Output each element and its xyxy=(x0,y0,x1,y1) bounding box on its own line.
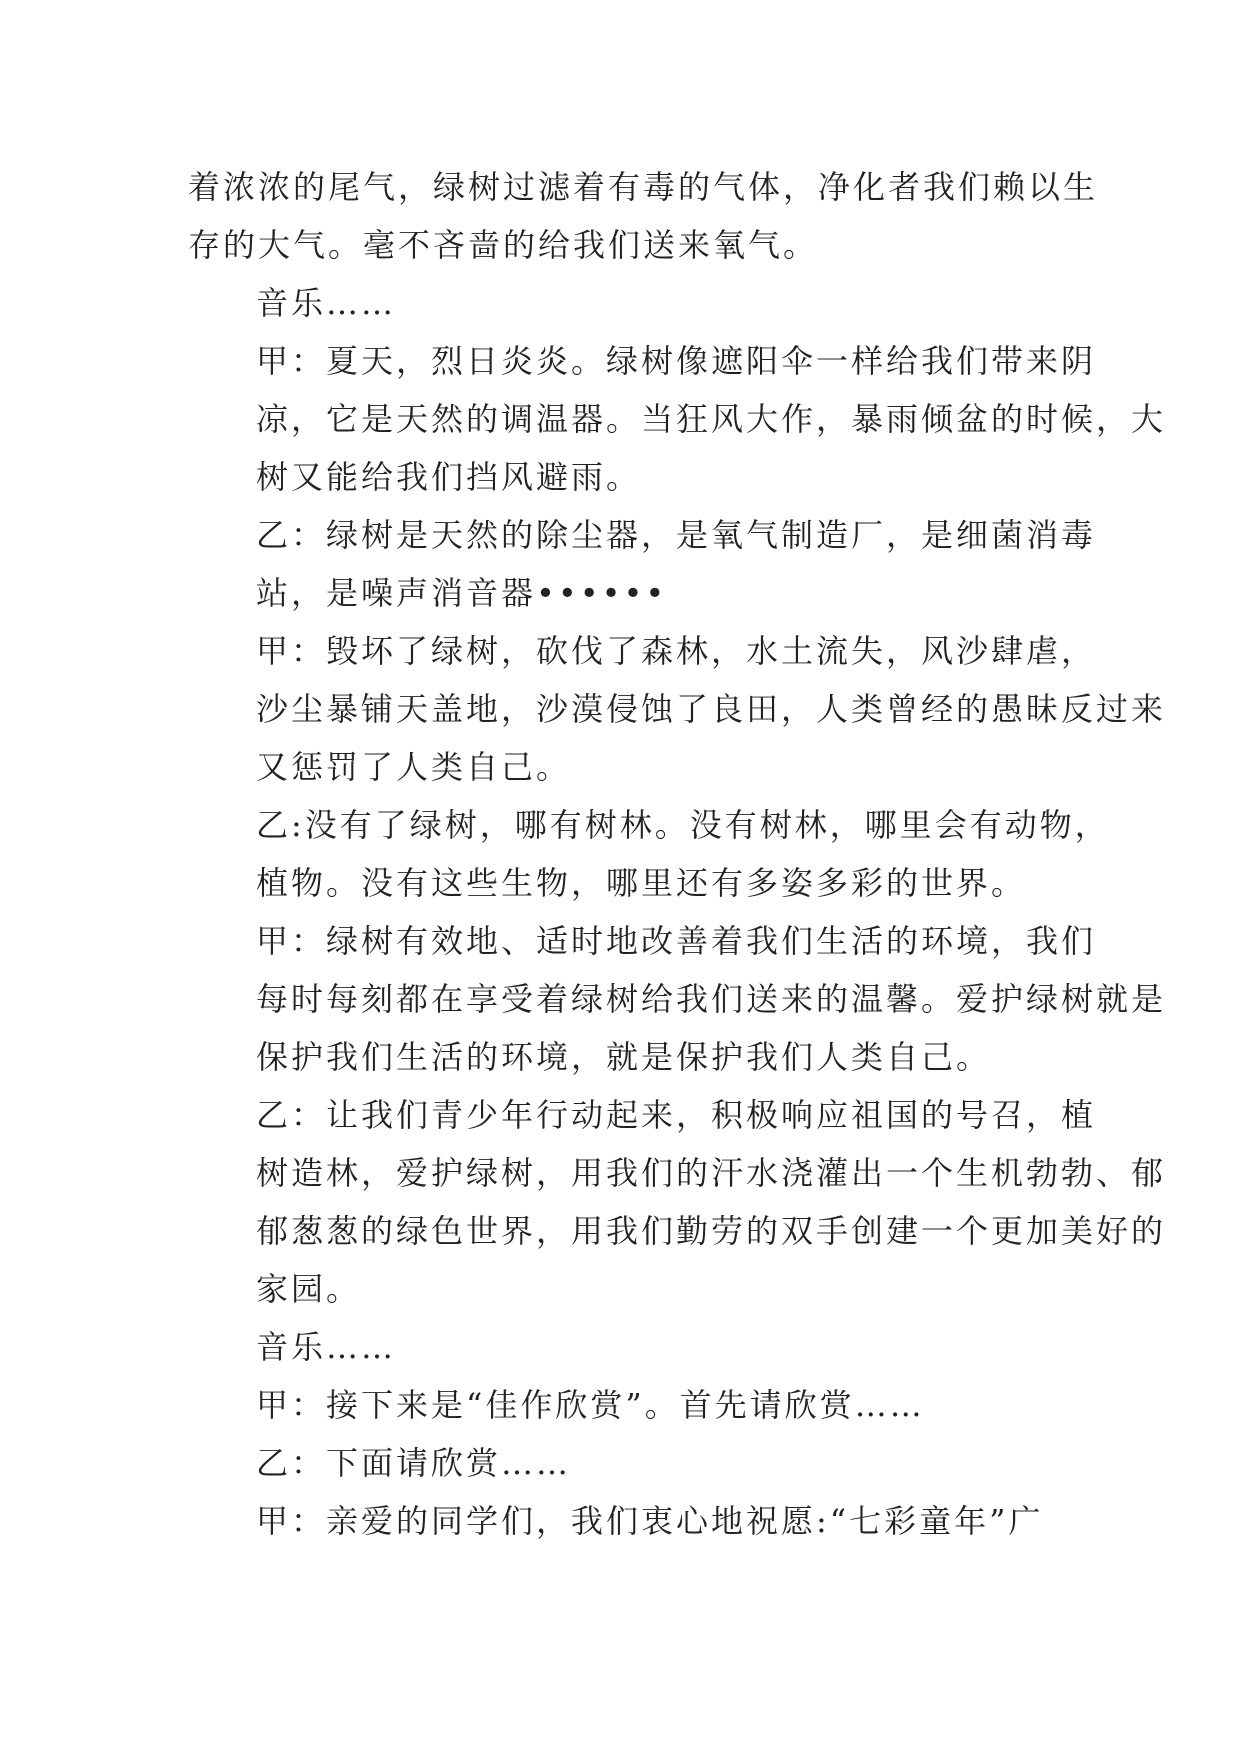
text-line: 凉，它是天然的调温器。当狂风大作，暴雨倾盆的时候，大 xyxy=(256,400,1167,438)
text-line: 存的大气。毫不吝啬的给我们送来氧气。 xyxy=(188,226,819,264)
text-line: 甲：毁坏了绿树，砍伐了森林，水土流失，风沙肆虐， xyxy=(256,632,1097,670)
document-body xyxy=(188,158,1167,1550)
text-line: 站，是噪声消音器•••••• xyxy=(256,574,668,612)
paragraph xyxy=(188,796,1110,912)
paragraph xyxy=(188,1086,1167,1318)
text-line: 音乐…… xyxy=(256,284,397,322)
text-line: 树造林，爱护绿树，用我们的汗水浇灌出一个生机勃勃、郁 xyxy=(256,1154,1167,1192)
text-line: 甲：接下来是“佳作欣赏”。首先请欣赏…… xyxy=(256,1386,925,1424)
text-line: 甲：夏天，烈日炎炎。绿树像遮阳伞一样给我们带来阴 xyxy=(256,342,1097,380)
paragraph xyxy=(188,1376,1054,1434)
text-line: 甲：绿树有效地、适时地改善着我们生活的环境，我们 xyxy=(256,922,1097,960)
text-line: 植物。没有这些生物，哪里还有多姿多彩的世界。 xyxy=(256,864,1027,902)
text-line: 又惩罚了人类自己。 xyxy=(256,748,572,786)
text-line: 每时每刻都在享受着绿树给我们送来的温馨。爱护绿树就是 xyxy=(256,980,1167,1018)
text-line: 乙:没有了绿树，哪有树林。没有树林，哪里会有动物， xyxy=(256,806,1110,844)
paragraph xyxy=(188,274,1054,332)
paragraph xyxy=(188,1492,1054,1550)
text-line: 乙：绿树是天然的除尘器，是氧气制造厂，是细菌消毒 xyxy=(256,516,1097,554)
text-line: 沙尘暴铺天盖地，沙漠侵蚀了良田，人类曾经的愚昧反过来 xyxy=(256,690,1167,728)
text-line: 乙：下面请欣赏…… xyxy=(256,1444,572,1482)
text-line: 甲：亲爱的同学们，我们衷心地祝愿:“七彩童年”广 xyxy=(256,1502,1044,1540)
paragraph xyxy=(188,506,1097,622)
paragraph xyxy=(188,912,1167,1086)
text-line: 保护我们生活的环境，就是保护我们人类自己。 xyxy=(256,1038,992,1076)
text-line: 乙：让我们青少年行动起来，积极响应祖国的号召，植 xyxy=(256,1096,1097,1134)
paragraph xyxy=(188,1434,1054,1492)
text-line: 郁葱葱的绿色世界，用我们勤劳的双手创建一个更加美好的 xyxy=(256,1212,1167,1250)
text-line: 着浓浓的尾气，绿树过滤着有毒的气体，净化者我们赖以生 xyxy=(188,168,1099,206)
text-line: 树又能给我们挡风避雨。 xyxy=(256,458,642,496)
text-line: 音乐…… xyxy=(256,1328,397,1366)
paragraph xyxy=(188,158,1099,274)
paragraph xyxy=(188,622,1167,796)
paragraph xyxy=(188,1318,1054,1376)
paragraph xyxy=(188,332,1167,506)
text-line: 家园。 xyxy=(256,1270,362,1308)
